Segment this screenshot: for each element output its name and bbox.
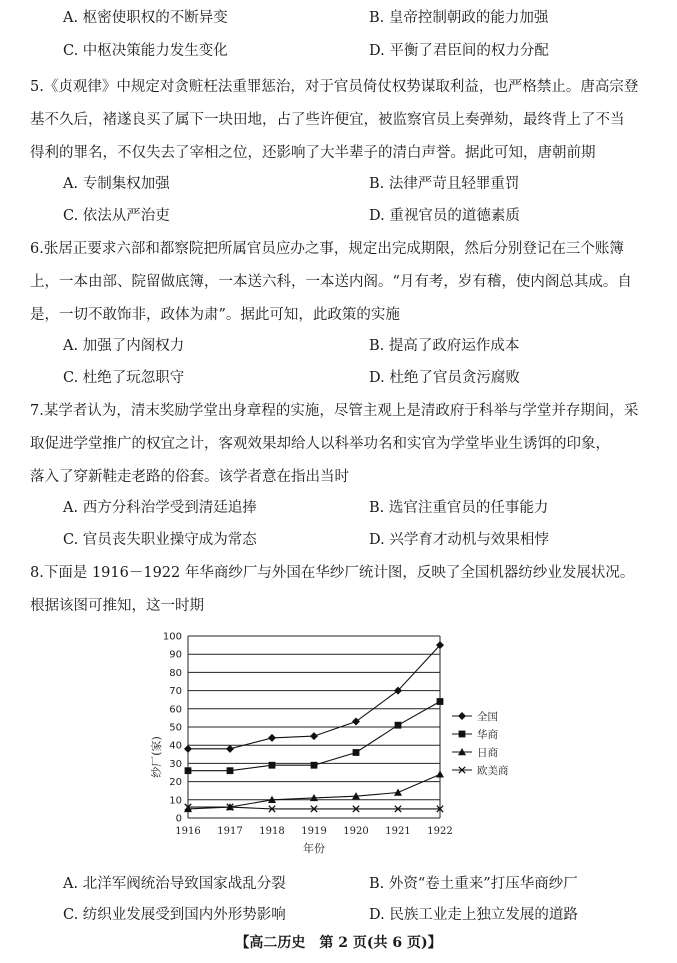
option-d-q5: D. 重视官员的道德素质 [369, 208, 520, 224]
x-tick-label: 1920 [343, 826, 369, 837]
option-c-q4: C. 中枢决策能力发生变化 [63, 43, 228, 59]
x-tick-label: 1918 [259, 826, 285, 837]
x-tick-label: 1922 [427, 826, 453, 837]
legend-label: 全国 [477, 711, 498, 723]
series-1-point [226, 745, 234, 753]
q5-line-3: 得利的罪名，不仅失去了宰相之位，还影响了大半辈子的清白声誉。据此可知，唐朝前期 [30, 145, 596, 161]
option-b-q5: B. 法律严苛且轻罪重罚 [369, 176, 520, 192]
option-c-q8: C. 纺织业发展受到国内外形势影响 [63, 907, 286, 923]
y-tick-label: 50 [169, 722, 182, 734]
option-b-q4: B. 皇帝控制朝政的能力加强 [369, 10, 549, 26]
q5-line-2: 基不久后，褚遂良买了属下一块田地，占了些许便宜，被监察官员上奏弹劾，最终背上了不当 [30, 112, 625, 128]
x-axis-label: 年份 [303, 842, 325, 855]
y-tick-label: 20 [169, 777, 182, 789]
q6-line-3: 是，一切不敢饰非，政体为肃”。据此可知，此政策的实施 [30, 307, 400, 323]
option-d-q6: D. 杜绝了官员贪污腐败 [369, 370, 520, 386]
series-2-point [185, 767, 192, 774]
y-tick-label: 30 [169, 758, 182, 770]
legend-marker [458, 712, 466, 720]
x-tick-label: 1919 [301, 826, 327, 837]
series-1-point [184, 745, 192, 753]
series-1-point [268, 734, 276, 742]
series-3-line [188, 774, 440, 809]
option-a-q5: A. 专制集权加强 [63, 176, 170, 192]
option-b-q6: B. 提高了政府运作成本 [369, 338, 520, 354]
y-tick-label: 70 [169, 686, 182, 698]
q6-line-2: 上，一本由部、院留做底簿，一本送六科，一本送内阁。“月有考，岁有稽，使内阁总其成。自 [30, 274, 632, 290]
y-axis-label: 纱厂(家) [150, 736, 163, 778]
option-b-q8: B. 外资“卷土重来”打压华商纱厂 [369, 876, 578, 892]
q7-line-1: 7.某学者认为，清末奖励学堂出身章程的实施，尽管主观上是清政府于科举与学堂并存期间，采 [30, 403, 639, 419]
series-3-point [394, 789, 402, 796]
option-c-q6: C. 杜绝了玩忽职守 [63, 370, 185, 386]
option-d-q7: D. 兴学育才动机与效果相悖 [369, 532, 549, 548]
series-1-point [352, 718, 360, 726]
q6-line-1: 6.张居正要求六部和都察院把所属官员应办之事，规定出完成期限，然后分别登记在三个账簿 [30, 241, 624, 257]
y-tick-label: 80 [169, 667, 182, 679]
y-tick-label: 10 [169, 795, 182, 807]
series-2-point [353, 749, 360, 756]
q7-line-3: 落入了穿新鞋走老路的俗套。该学者意在指出当时 [30, 469, 349, 485]
series-2-point [269, 762, 276, 769]
y-tick-label: 60 [169, 704, 182, 716]
legend-label: 欧美商 [477, 765, 509, 777]
x-tick-label: 1921 [385, 826, 411, 837]
x-tick-label: 1917 [217, 826, 243, 837]
option-a-q7: A. 西方分科治学受到清廷追捧 [63, 500, 257, 516]
q5-line-1: 5.《贞观律》中规定对贪赃枉法重罪惩治，对于官员倚仗权势谋取利益，也严格禁止。唐高宗登 [30, 79, 639, 95]
legend-label: 华商 [477, 729, 498, 741]
y-tick-label: 0 [175, 813, 182, 825]
y-tick-label: 90 [169, 649, 182, 661]
y-tick-label: 100 [162, 631, 182, 643]
option-d-q4: D. 平衡了君臣间的权力分配 [369, 43, 549, 59]
spinning-mill-line-chart [150, 628, 550, 860]
option-c-q5: C. 依法从严治吏 [63, 208, 170, 224]
option-d-q8: D. 民族工业走上独立发展的道路 [369, 907, 578, 923]
x-tick-label: 1916 [175, 826, 201, 837]
page-footer: 【高二历史 第 2 页(共 6 页)】 [235, 935, 442, 951]
option-b-q7: B. 选官注重官员的任事能力 [369, 500, 549, 516]
legend-label: 日商 [477, 747, 498, 759]
series-1-point [310, 732, 318, 740]
series-2-point [395, 722, 402, 729]
option-c-q7: C. 官员丧失职业操守成为常态 [63, 532, 257, 548]
legend-marker [459, 731, 466, 738]
q8-line-1: 8.下面是 1916－1922 年华商纱厂与外国在华纱厂统计图，反映了全国机器纺纱业发展状况。 [30, 565, 635, 581]
option-a-q4: A. 枢密使职权的不断异变 [63, 10, 228, 26]
q8-line-2: 根据该图可推知，这一时期 [30, 598, 204, 614]
option-a-q8: A. 北洋军阀统治导致国家战乱分裂 [63, 876, 286, 892]
q7-line-2: 取促进学堂推广的权宜之计，客观效果却给人以科举功名和实官为学堂毕业生诱饵的印象， [30, 436, 610, 452]
series-2-point [227, 767, 234, 774]
series-2-point [437, 698, 444, 705]
option-a-q6: A. 加强了内阁权力 [63, 338, 185, 354]
y-tick-label: 40 [169, 740, 182, 752]
series-3-point [436, 770, 444, 777]
series-2-point [311, 762, 318, 769]
